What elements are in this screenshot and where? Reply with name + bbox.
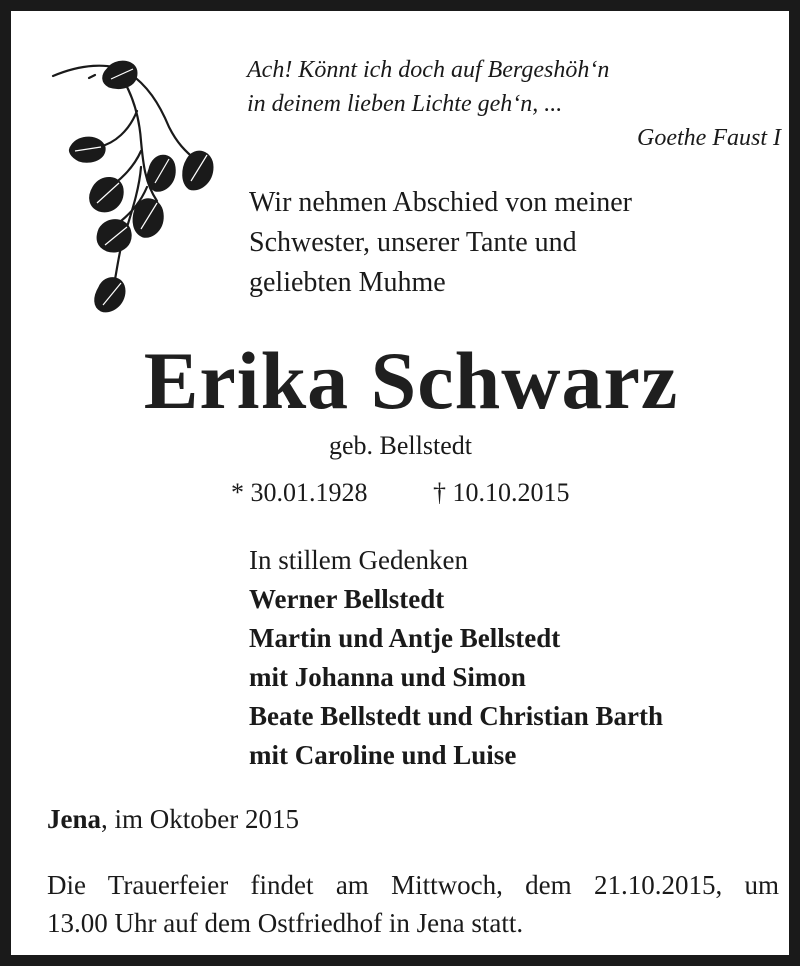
funeral-line: Die Trauerfeier findet am Mittwoch, dem 21.10.2015, um (47, 870, 779, 900)
mourner-name: Werner Bellstedt (249, 584, 445, 614)
birch-branch-icon (49, 51, 224, 321)
place-city: Jena (47, 804, 101, 834)
farewell-line: Wir nehmen Abschied von meiner (249, 187, 632, 218)
mourner-name: Beate Bellstedt und Christian Barth (249, 701, 664, 731)
funeral-line: 13.00 Uhr auf dem Ostfriedhof in Jena statt. (47, 908, 524, 938)
deceased-name: Erika Schwarz (143, 335, 679, 426)
farewell-line: Schwester, unserer Tante und (249, 227, 577, 258)
farewell-line: geliebten Muhme (249, 267, 446, 298)
quote-line: Ach! Könnt ich doch auf Bergeshöh‘n (247, 57, 610, 83)
birth-date: * 30.01.1928 (231, 478, 368, 507)
quote-line: in deinem lieben Lichte geh‘n, ... (247, 91, 563, 117)
mourners-list (249, 541, 789, 775)
mourners-intro: In stillem Gedenken (249, 545, 468, 575)
mourner-name: Martin und Antje Bellstedt (249, 623, 561, 653)
death-date: † 10.10.2015 (433, 478, 570, 507)
quote-source: Goethe Faust I (637, 125, 781, 151)
mourner-name: mit Johanna und Simon (249, 662, 526, 692)
funeral-notice (47, 866, 779, 942)
mourner-name: mit Caroline und Luise (249, 740, 517, 770)
farewell-text (249, 183, 769, 303)
quote-block (247, 53, 781, 155)
maiden-name: geb. Bellstedt (329, 431, 472, 460)
place-month: , im Oktober 2015 (101, 804, 299, 834)
place-date (47, 799, 299, 839)
